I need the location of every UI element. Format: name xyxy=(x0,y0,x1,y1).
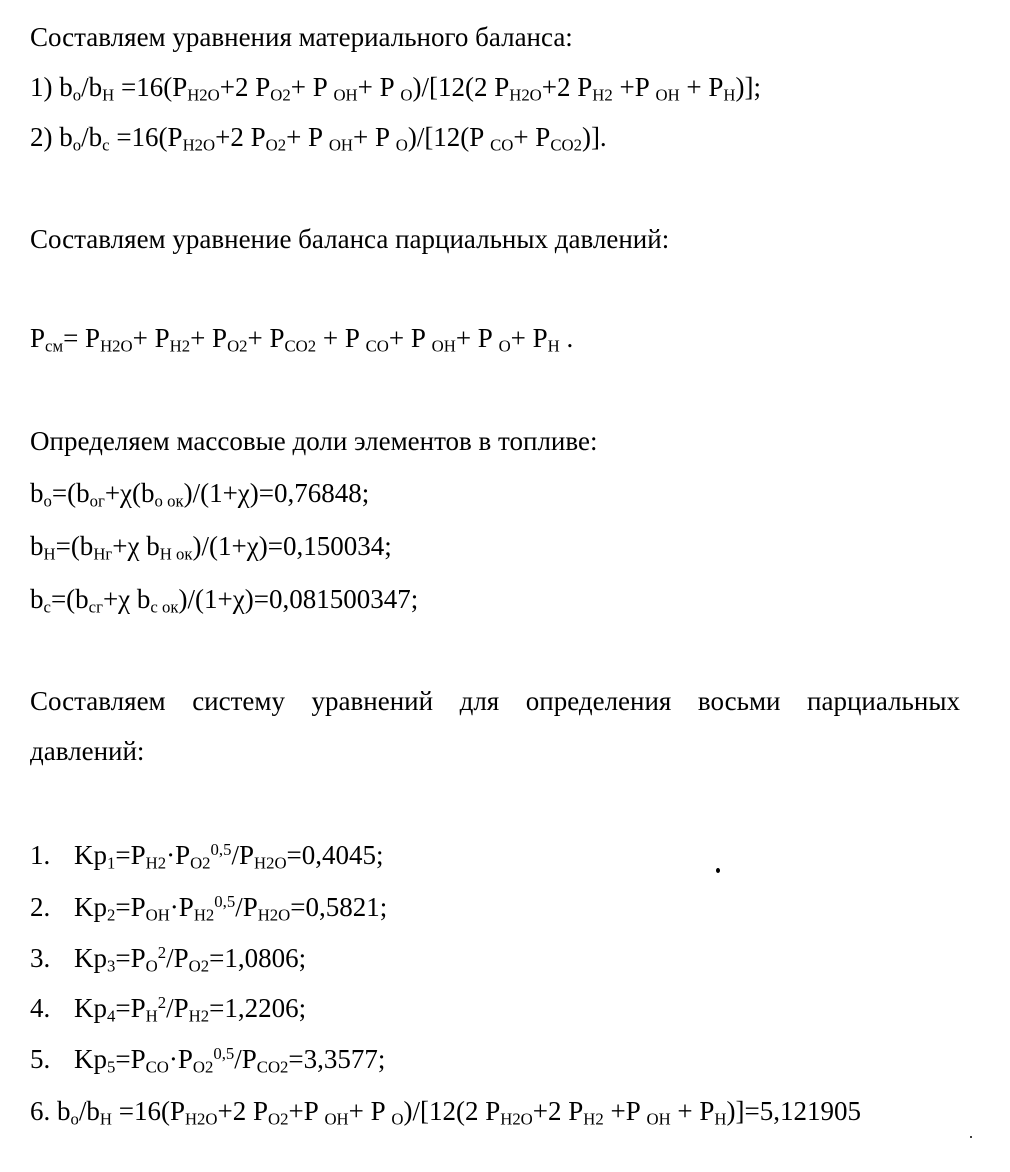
value-kp5: 3,3577 xyxy=(303,1044,378,1074)
equation-material-1: 1) $b_o/b_H =16(P_{H2O}+2$ $P_{O2}+ P$ $_{OH}$+ P $_O$)/[12(2 $P_{H2O}+2$ $P_{H2} +P$ $_{OH} + P_H$)]; xyxy=(30,72,761,105)
equation-kp5: 5. $Kp_5=P_{CO}\cdot P_{O2}^{0,5}/P_{CO2}=3,3577$; xyxy=(30,1043,386,1077)
value-kp1: 0,4045 xyxy=(301,840,377,870)
list-number: 6. xyxy=(30,1096,51,1126)
scan-speck xyxy=(970,1136,972,1138)
heading-system-word: Составляем xyxy=(30,686,166,716)
equation-bc: $b_c=(b_{cг}+\chi$ $b_{c ок})/(1+\chi)=0,081500347$; xyxy=(30,584,419,617)
list-number: 5. xyxy=(30,1044,51,1074)
heading-mass-fractions: Определяем массовые доли элементов в топливе: xyxy=(30,426,598,456)
value-bc: 0,081500347 xyxy=(268,584,411,614)
heading-partial-balance: Составляем уравнение баланса парциальных давлений: xyxy=(30,224,670,254)
heading-system-word: восьми xyxy=(697,686,781,716)
equation-bh: $b_H=(b_{Hг}+\chi$ $b_{H ок})/(1+\chi)=0,150034$; xyxy=(30,531,392,564)
list-number: 3. xyxy=(30,943,51,973)
equation-kp4: 4. $Kp_4=P_H^2/P_{H2}=1,2206$; xyxy=(30,992,307,1026)
equation-partial-sum: $P_{см}= P_{H2O}+ P_{H2}+ P_{O2}+ P_{CO2} + P$ $_{CO}$+ P $_{OH}$+ P $_O+ P_H$ . xyxy=(30,323,574,356)
list-number: 1. xyxy=(30,840,51,870)
equation-6: 6. $b_o/b_H =16(P_{H2O}+2$ $P_{O2}+P$ $_{OH}$+ P $_O$)/[12(2 $P_{H2O}+2$ $P_{H2} +P$ $_{OH} + P_H)]=5,121905$ xyxy=(30,1096,861,1129)
heading-system-line2: давлений: xyxy=(30,736,145,766)
heading-system-word: системy xyxy=(192,686,285,716)
value-kp4: 1,2206 xyxy=(224,993,299,1023)
value-bo: 0,76848 xyxy=(274,478,362,508)
heading-system xyxy=(30,688,960,715)
equation-kp2: 2. $Kp_2=P_{OH}\cdot P_{H2}^{0,5}/P_{H2O}=0,5821$; xyxy=(30,891,388,925)
value-bh: 0,150034 xyxy=(282,531,385,561)
heading-system-word: парциальных xyxy=(807,686,960,716)
value-kp2: 0,5821 xyxy=(305,892,380,922)
equation-bo: $b_o=(b_{oг}+\chi(b_{o ок})/(1+\chi)=0,76848$; xyxy=(30,478,370,511)
list-number: 4. xyxy=(30,993,51,1023)
value-eq6: 5,121905 xyxy=(759,1096,861,1126)
heading-material-balance: Составляем уравнения материального баланса: xyxy=(30,22,573,52)
equation-material-2: 2) $b_o/b_c =16(P_{H2O}+2$ $P_{O2}+ P$ $_{OH}$+ P $_O$)/[12(P $_{CO}+ P_{CO2}$)]. xyxy=(30,122,607,155)
scan-speck xyxy=(716,868,720,873)
list-number: 2. xyxy=(30,892,51,922)
heading-system-word: для xyxy=(459,686,500,716)
value-kp3: 1,0806 xyxy=(224,943,299,973)
equation-kp3: 3. $Kp_3=P_O^2/P_{O2}=1,0806$; xyxy=(30,942,307,976)
heading-system-word: уравнений xyxy=(311,686,434,716)
equation-kp1: 1. $Kp_1=P_{H2}\cdot P_{O2}^{0,5}/P_{H2O}=0,4045$; xyxy=(30,839,384,873)
heading-system-word: определения xyxy=(525,686,672,716)
